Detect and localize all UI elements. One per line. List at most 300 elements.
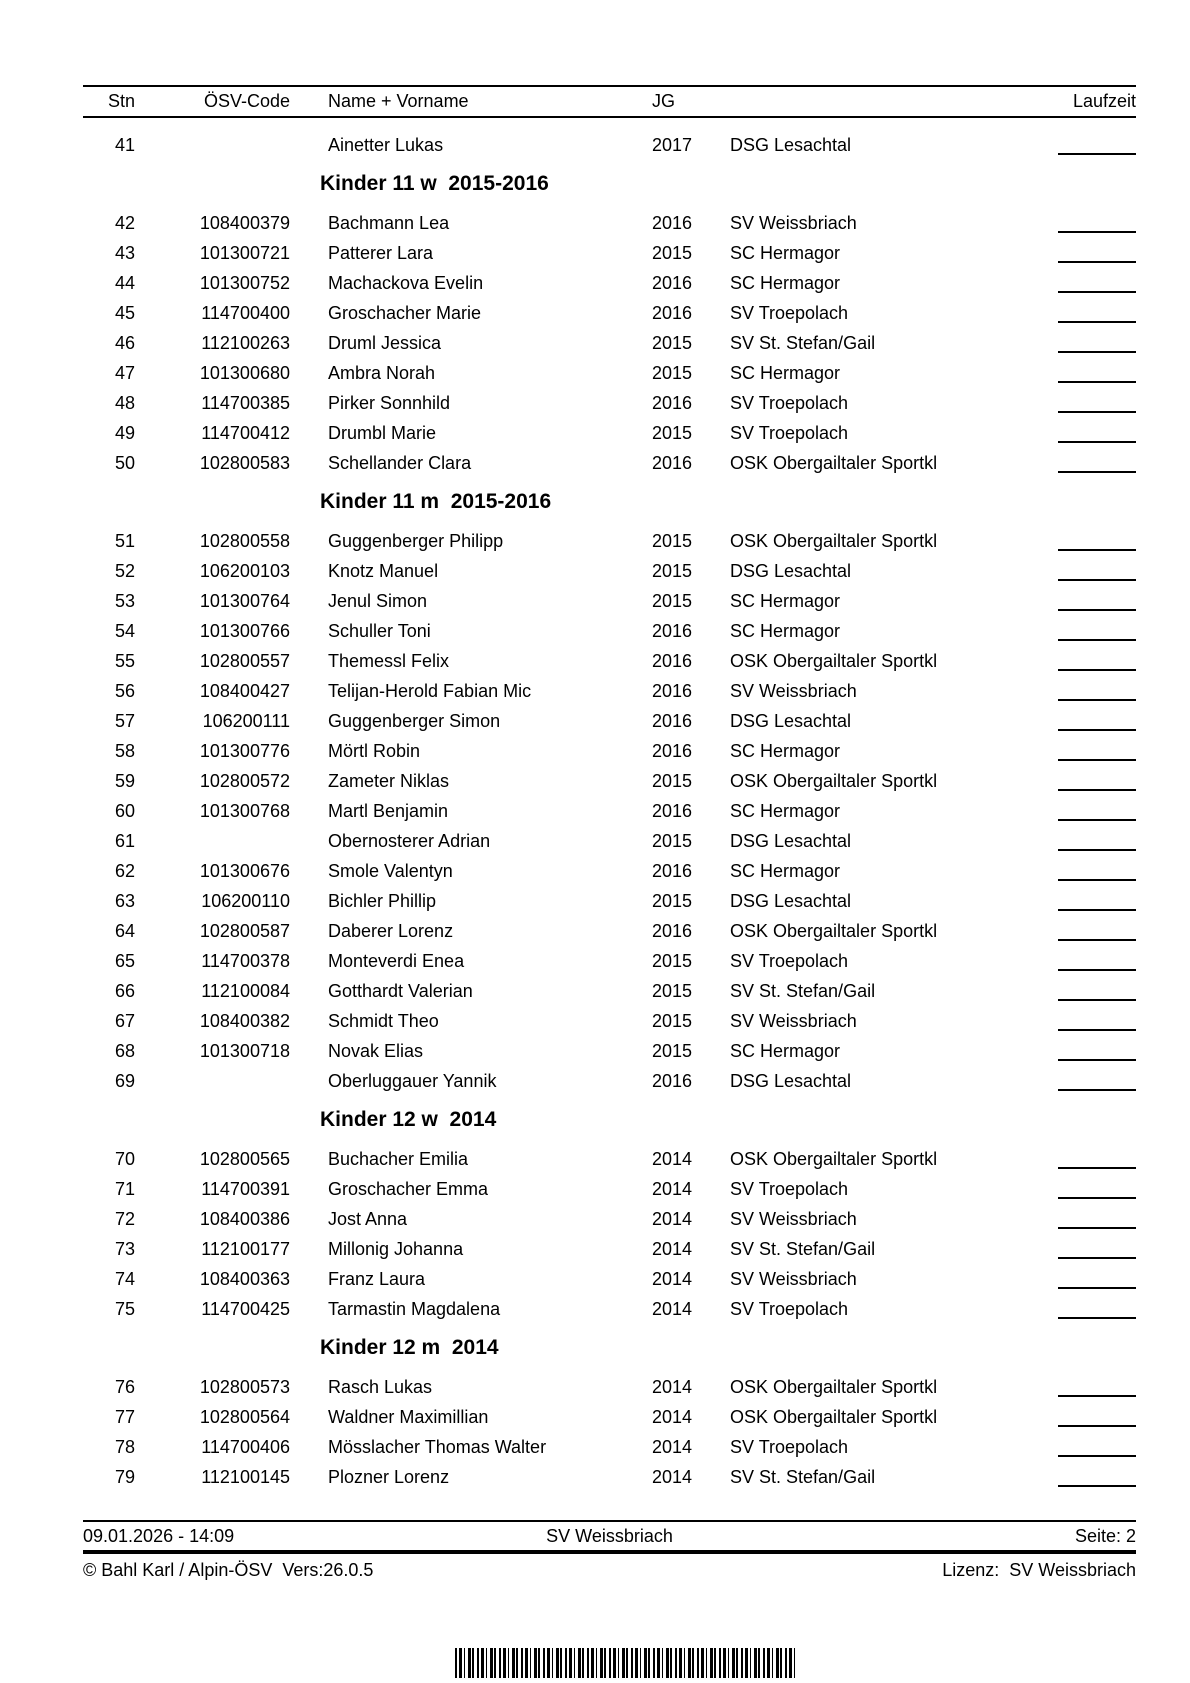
start-number: 74 (114, 1268, 135, 1289)
birth-year: 2015 (652, 332, 693, 353)
oesv-code: 108400382 (199, 1010, 290, 1031)
category-heading: Kinder 12 m 2014 (320, 1336, 499, 1359)
start-number: 73 (114, 1238, 135, 1259)
page-footer (83, 1520, 1136, 1581)
table-row (83, 1462, 1136, 1492)
oesv-code: 114700400 (201, 302, 290, 323)
laufzeit-blank-line (1058, 789, 1136, 791)
birth-year: 2015 (652, 890, 693, 911)
start-number: 41 (114, 134, 135, 155)
club-name: SV Weissbriach (730, 680, 857, 701)
category-heading: Kinder 11 m 2015-2016 (320, 490, 552, 513)
table-row (83, 1144, 1136, 1174)
birth-year: 2016 (652, 710, 693, 731)
laufzeit-blank-line (1058, 321, 1136, 323)
barcode (455, 1648, 795, 1678)
club-name: SV Weissbriach (730, 1010, 857, 1031)
startlist-rows (83, 118, 1136, 1492)
birth-year: 2015 (652, 362, 693, 383)
table-row (83, 1402, 1136, 1432)
table-row (83, 946, 1136, 976)
athlete-name: Martl Benjamin (328, 800, 449, 821)
table-row (83, 796, 1136, 826)
athlete-name: Druml Jessica (328, 332, 442, 353)
athlete-name: Schuller Toni (328, 620, 431, 641)
start-number: 72 (114, 1208, 135, 1229)
start-number: 42 (114, 212, 135, 233)
athlete-name: Plozner Lorenz (328, 1466, 450, 1487)
oesv-code: 108400427 (199, 680, 290, 701)
laufzeit-blank-line (1058, 759, 1136, 761)
copyright-text: © Bahl Karl / Alpin-ÖSV Vers:26.0.5 (83, 1560, 374, 1580)
footer-club: SV Weissbriach (546, 1525, 673, 1546)
laufzeit-cell (1058, 1432, 1136, 1462)
laufzeit-blank-line (1058, 669, 1136, 671)
table-row (83, 856, 1136, 886)
athlete-name: Millonig Johanna (328, 1238, 464, 1259)
athlete-name: Mösslacher Thomas Walter (328, 1436, 547, 1457)
birth-year: 2016 (652, 212, 693, 233)
laufzeit-blank-line (1058, 1197, 1136, 1199)
athlete-name: Jost Anna (328, 1208, 408, 1229)
start-number: 51 (114, 530, 135, 551)
start-number: 67 (114, 1010, 135, 1031)
laufzeit-blank-line (1058, 1317, 1136, 1319)
table-row (83, 556, 1136, 586)
start-number: 77 (114, 1406, 135, 1427)
oesv-code: 101300721 (199, 242, 290, 263)
laufzeit-blank-line (1058, 1227, 1136, 1229)
table-row (83, 526, 1136, 556)
table-row (83, 586, 1136, 616)
oesv-code: 102800565 (199, 1148, 290, 1169)
birth-year: 2015 (652, 560, 693, 581)
oesv-code: 102800573 (199, 1376, 290, 1397)
table-row (83, 238, 1136, 268)
laufzeit-blank-line (1058, 969, 1136, 971)
birth-year: 2017 (652, 134, 693, 155)
oesv-code: 112100145 (201, 1466, 290, 1487)
laufzeit-blank-line (1058, 699, 1136, 701)
laufzeit-cell (1058, 886, 1136, 916)
laufzeit-blank-line (1058, 999, 1136, 1001)
column-header-stn: Stn (107, 91, 135, 111)
athlete-name: Schmidt Theo (328, 1010, 439, 1031)
birth-year: 2014 (652, 1268, 693, 1289)
athlete-name: Guggenberger Philipp (328, 530, 504, 551)
club-name: SC Hermagor (730, 740, 841, 761)
table-row (83, 646, 1136, 676)
oesv-code: 108400363 (199, 1268, 290, 1289)
club-name: DSG Lesachtal (730, 134, 852, 155)
laufzeit-blank-line (1058, 441, 1136, 443)
athlete-name: Oberluggauer Yannik (328, 1070, 497, 1091)
laufzeit-cell (1058, 616, 1136, 646)
start-number: 57 (114, 710, 135, 731)
athlete-name: Gotthardt Valerian (328, 980, 473, 1001)
birth-year: 2015 (652, 770, 693, 791)
laufzeit-cell (1058, 586, 1136, 616)
laufzeit-cell (1058, 1234, 1136, 1264)
category-heading: Kinder 12 w 2014 (320, 1108, 497, 1131)
start-number: 60 (114, 800, 135, 821)
laufzeit-cell (1058, 736, 1136, 766)
club-name: SC Hermagor (730, 242, 841, 263)
laufzeit-cell (1058, 298, 1136, 328)
start-number: 58 (114, 740, 135, 761)
club-name: SC Hermagor (730, 620, 841, 641)
oesv-code: 102800587 (199, 920, 290, 941)
laufzeit-cell (1058, 1036, 1136, 1066)
athlete-name: Groschacher Marie (328, 302, 482, 323)
club-name: DSG Lesachtal (730, 830, 852, 851)
birth-year: 2016 (652, 740, 693, 761)
oesv-code: 108400386 (199, 1208, 290, 1229)
birth-year: 2016 (652, 1070, 693, 1091)
laufzeit-cell (1058, 1264, 1136, 1294)
laufzeit-cell (1058, 1174, 1136, 1204)
club-name: OSK Obergailtaler Sportkl (730, 452, 938, 473)
athlete-name: Tarmastin Magdalena (328, 1298, 501, 1319)
club-name: SV Troepolach (730, 302, 849, 323)
athlete-name: Ambra Norah (328, 362, 436, 383)
laufzeit-blank-line (1058, 1425, 1136, 1427)
oesv-code: 101300752 (199, 272, 290, 293)
table-row (83, 1372, 1136, 1402)
table-row (83, 1264, 1136, 1294)
laufzeit-cell (1058, 1402, 1136, 1432)
laufzeit-blank-line (1058, 579, 1136, 581)
category-heading-row (83, 1096, 1136, 1144)
birth-year: 2016 (652, 650, 693, 671)
start-number: 46 (114, 332, 135, 353)
oesv-code: 114700406 (201, 1436, 290, 1457)
athlete-name: Mörtl Robin (328, 740, 421, 761)
oesv-code: 101300776 (199, 740, 290, 761)
category-heading: Kinder 11 w 2015-2016 (320, 172, 549, 195)
laufzeit-blank-line (1058, 849, 1136, 851)
start-number: 54 (114, 620, 135, 641)
start-number: 66 (114, 980, 135, 1001)
laufzeit-cell (1058, 976, 1136, 1006)
birth-year: 2014 (652, 1406, 693, 1427)
athlete-name: Themessl Felix (328, 650, 450, 671)
birth-year: 2014 (652, 1436, 693, 1457)
club-name: SV Weissbriach (730, 1208, 857, 1229)
laufzeit-cell (1058, 826, 1136, 856)
club-name: OSK Obergailtaler Sportkl (730, 1376, 938, 1397)
club-name: DSG Lesachtal (730, 890, 852, 911)
table-row (83, 1204, 1136, 1234)
start-number: 45 (114, 302, 135, 323)
birth-year: 2014 (652, 1376, 693, 1397)
laufzeit-blank-line (1058, 1455, 1136, 1457)
table-row (83, 616, 1136, 646)
start-number: 56 (114, 680, 135, 701)
table-row (83, 1432, 1136, 1462)
birth-year: 2014 (652, 1298, 693, 1319)
oesv-code: 108400379 (199, 212, 290, 233)
laufzeit-blank-line (1058, 231, 1136, 233)
laufzeit-cell (1058, 676, 1136, 706)
athlete-name: Knotz Manuel (328, 560, 439, 581)
club-name: DSG Lesachtal (730, 1070, 852, 1091)
birth-year: 2015 (652, 1040, 693, 1061)
laufzeit-blank-line (1058, 291, 1136, 293)
club-name: SV St. Stefan/Gail (730, 1238, 876, 1259)
oesv-code: 114700412 (201, 422, 290, 443)
column-header-name: Name + Vorname (328, 91, 469, 111)
athlete-name: Monteverdi Enea (328, 950, 465, 971)
laufzeit-blank-line (1058, 1287, 1136, 1289)
table-row (83, 418, 1136, 448)
club-name: DSG Lesachtal (730, 560, 852, 581)
laufzeit-cell (1058, 856, 1136, 886)
club-name: SV Troepolach (730, 1436, 849, 1457)
oesv-code: 101300766 (199, 620, 290, 641)
laufzeit-blank-line (1058, 351, 1136, 353)
laufzeit-cell (1058, 1294, 1136, 1324)
laufzeit-cell (1058, 418, 1136, 448)
laufzeit-cell (1058, 238, 1136, 268)
oesv-code: 102800572 (199, 770, 290, 791)
column-header-laufzeit: Laufzeit (1072, 91, 1136, 111)
oesv-code: 101300676 (199, 860, 290, 881)
laufzeit-cell (1058, 646, 1136, 676)
oesv-code: 106200103 (199, 560, 290, 581)
athlete-name: Groschacher Emma (328, 1178, 489, 1199)
start-number: 52 (114, 560, 135, 581)
table-row (83, 886, 1136, 916)
club-name: OSK Obergailtaler Sportkl (730, 920, 938, 941)
club-name: SC Hermagor (730, 860, 841, 881)
club-name: SV Troepolach (730, 1298, 849, 1319)
start-number: 50 (114, 452, 135, 473)
laufzeit-cell (1058, 526, 1136, 556)
athlete-name: Daberer Lorenz (328, 920, 454, 941)
athlete-name: Ainetter Lukas (328, 134, 444, 155)
club-name: SC Hermagor (730, 1040, 841, 1061)
laufzeit-blank-line (1058, 1059, 1136, 1061)
birth-year: 2016 (652, 800, 693, 821)
club-name: SC Hermagor (730, 800, 841, 821)
table-row (83, 1234, 1136, 1264)
laufzeit-blank-line (1058, 729, 1136, 731)
table-header-row (83, 85, 1136, 118)
laufzeit-blank-line (1058, 471, 1136, 473)
club-name: SV Troepolach (730, 1178, 849, 1199)
start-number: 76 (114, 1376, 135, 1397)
table-row (83, 268, 1136, 298)
birth-year: 2014 (652, 1238, 693, 1259)
laufzeit-cell (1058, 916, 1136, 946)
start-number: 44 (114, 272, 135, 293)
laufzeit-blank-line (1058, 879, 1136, 881)
laufzeit-cell (1058, 130, 1136, 160)
athlete-name: Buchacher Emilia (328, 1148, 469, 1169)
table-row (83, 736, 1136, 766)
start-number: 55 (114, 650, 135, 671)
laufzeit-cell (1058, 796, 1136, 826)
laufzeit-blank-line (1058, 153, 1136, 155)
start-number: 48 (114, 392, 135, 413)
laufzeit-blank-line (1058, 549, 1136, 551)
athlete-name: Franz Laura (328, 1268, 426, 1289)
birth-year: 2016 (652, 680, 693, 701)
oesv-code: 101300680 (199, 362, 290, 383)
athlete-name: Novak Elias (328, 1040, 424, 1061)
print-datetime: 09.01.2026 - 14:09 (83, 1525, 235, 1546)
oesv-code: 114700425 (201, 1298, 290, 1319)
footer-line2 (83, 1554, 1136, 1581)
laufzeit-cell (1058, 946, 1136, 976)
table-row (83, 976, 1136, 1006)
birth-year: 2014 (652, 1466, 693, 1487)
start-number: 70 (114, 1148, 135, 1169)
oesv-code: 101300718 (199, 1040, 290, 1061)
athlete-name: Guggenberger Simon (328, 710, 501, 731)
footer-line1 (83, 1522, 1136, 1550)
category-heading-row (83, 160, 1136, 208)
laufzeit-blank-line (1058, 1395, 1136, 1397)
laufzeit-cell (1058, 766, 1136, 796)
laufzeit-blank-line (1058, 939, 1136, 941)
oesv-code: 112100177 (201, 1238, 290, 1259)
laufzeit-blank-line (1058, 639, 1136, 641)
athlete-name: Patterer Lara (328, 242, 434, 263)
table-row (83, 826, 1136, 856)
club-name: OSK Obergailtaler Sportkl (730, 1148, 938, 1169)
laufzeit-blank-line (1058, 381, 1136, 383)
athlete-name: Pirker Sonnhild (328, 392, 451, 413)
laufzeit-cell (1058, 1462, 1136, 1492)
category-heading-row (83, 1324, 1136, 1372)
birth-year: 2014 (652, 1178, 693, 1199)
athlete-name: Obernosterer Adrian (328, 830, 491, 851)
club-name: SV Weissbriach (730, 212, 857, 233)
table-row (83, 916, 1136, 946)
club-name: OSK Obergailtaler Sportkl (730, 1406, 938, 1427)
start-number: 61 (114, 830, 135, 851)
club-name: SV St. Stefan/Gail (730, 980, 876, 1001)
birth-year: 2014 (652, 1148, 693, 1169)
laufzeit-cell (1058, 1006, 1136, 1036)
birth-year: 2016 (652, 452, 693, 473)
club-name: SC Hermagor (730, 272, 841, 293)
start-number: 65 (114, 950, 135, 971)
birth-year: 2015 (652, 242, 693, 263)
laufzeit-cell (1058, 1372, 1136, 1402)
club-name: SC Hermagor (730, 362, 841, 383)
laufzeit-blank-line (1058, 1029, 1136, 1031)
table-row (83, 1174, 1136, 1204)
table-row (83, 358, 1136, 388)
birth-year: 2015 (652, 950, 693, 971)
table-row (83, 766, 1136, 796)
club-name: OSK Obergailtaler Sportkl (730, 530, 938, 551)
oesv-code: 114700391 (201, 1178, 290, 1199)
start-number: 62 (114, 860, 135, 881)
start-number: 75 (114, 1298, 135, 1319)
laufzeit-cell (1058, 1066, 1136, 1096)
birth-year: 2016 (652, 620, 693, 641)
start-number: 79 (114, 1466, 135, 1487)
oesv-code: 112100263 (201, 332, 290, 353)
laufzeit-cell (1058, 1204, 1136, 1234)
table-row (83, 298, 1136, 328)
club-name: SV Troepolach (730, 950, 849, 971)
table-row (83, 328, 1136, 358)
birth-year: 2015 (652, 590, 693, 611)
club-name: OSK Obergailtaler Sportkl (730, 770, 938, 791)
laufzeit-blank-line (1058, 609, 1136, 611)
table-row (83, 1036, 1136, 1066)
athlete-name: Bichler Phillip (328, 890, 437, 911)
table-row (83, 1294, 1136, 1324)
birth-year: 2014 (652, 1208, 693, 1229)
table-row (83, 388, 1136, 418)
laufzeit-blank-line (1058, 1257, 1136, 1259)
club-name: SV St. Stefan/Gail (730, 332, 876, 353)
table-row (83, 448, 1136, 478)
oesv-code: 102800557 (199, 650, 290, 671)
oesv-code: 114700385 (201, 392, 290, 413)
laufzeit-blank-line (1058, 411, 1136, 413)
start-number: 69 (114, 1070, 135, 1091)
start-number: 71 (114, 1178, 135, 1199)
birth-year: 2016 (652, 920, 693, 941)
laufzeit-blank-line (1058, 1089, 1136, 1091)
start-number: 78 (114, 1436, 135, 1457)
athlete-name: Rasch Lukas (328, 1376, 433, 1397)
laufzeit-cell (1058, 388, 1136, 418)
birth-year: 2016 (652, 302, 693, 323)
birth-year: 2015 (652, 980, 693, 1001)
oesv-code: 106200110 (201, 890, 290, 911)
athlete-name: Jenul Simon (328, 590, 428, 611)
column-header-oesv-code: ÖSV-Code (203, 91, 290, 111)
laufzeit-cell (1058, 328, 1136, 358)
athlete-name: Waldner Maximillian (328, 1406, 489, 1427)
birth-year: 2015 (652, 422, 693, 443)
club-name: OSK Obergailtaler Sportkl (730, 650, 938, 671)
laufzeit-blank-line (1058, 909, 1136, 911)
athlete-name: Telijan-Herold Fabian Mic (328, 680, 532, 701)
laufzeit-cell (1058, 556, 1136, 586)
birth-year: 2015 (652, 530, 693, 551)
birth-year: 2015 (652, 830, 693, 851)
start-number: 68 (114, 1040, 135, 1061)
club-name: SV St. Stefan/Gail (730, 1466, 876, 1487)
oesv-code: 106200111 (202, 710, 290, 731)
birth-year: 2015 (652, 1010, 693, 1031)
oesv-code: 102800564 (199, 1406, 290, 1427)
oesv-code: 114700378 (201, 950, 290, 971)
category-heading-row (83, 478, 1136, 526)
start-number: 47 (114, 362, 135, 383)
laufzeit-cell (1058, 268, 1136, 298)
birth-year: 2016 (652, 860, 693, 881)
oesv-code: 112100084 (201, 980, 290, 1001)
start-number: 64 (114, 920, 135, 941)
laufzeit-cell (1058, 208, 1136, 238)
athlete-name: Smole Valentyn (328, 860, 453, 881)
birth-year: 2016 (652, 272, 693, 293)
page-number: Seite: 2 (1074, 1525, 1136, 1546)
club-name: SV Troepolach (730, 422, 849, 443)
birth-year: 2016 (652, 392, 693, 413)
table-row (83, 1066, 1136, 1096)
